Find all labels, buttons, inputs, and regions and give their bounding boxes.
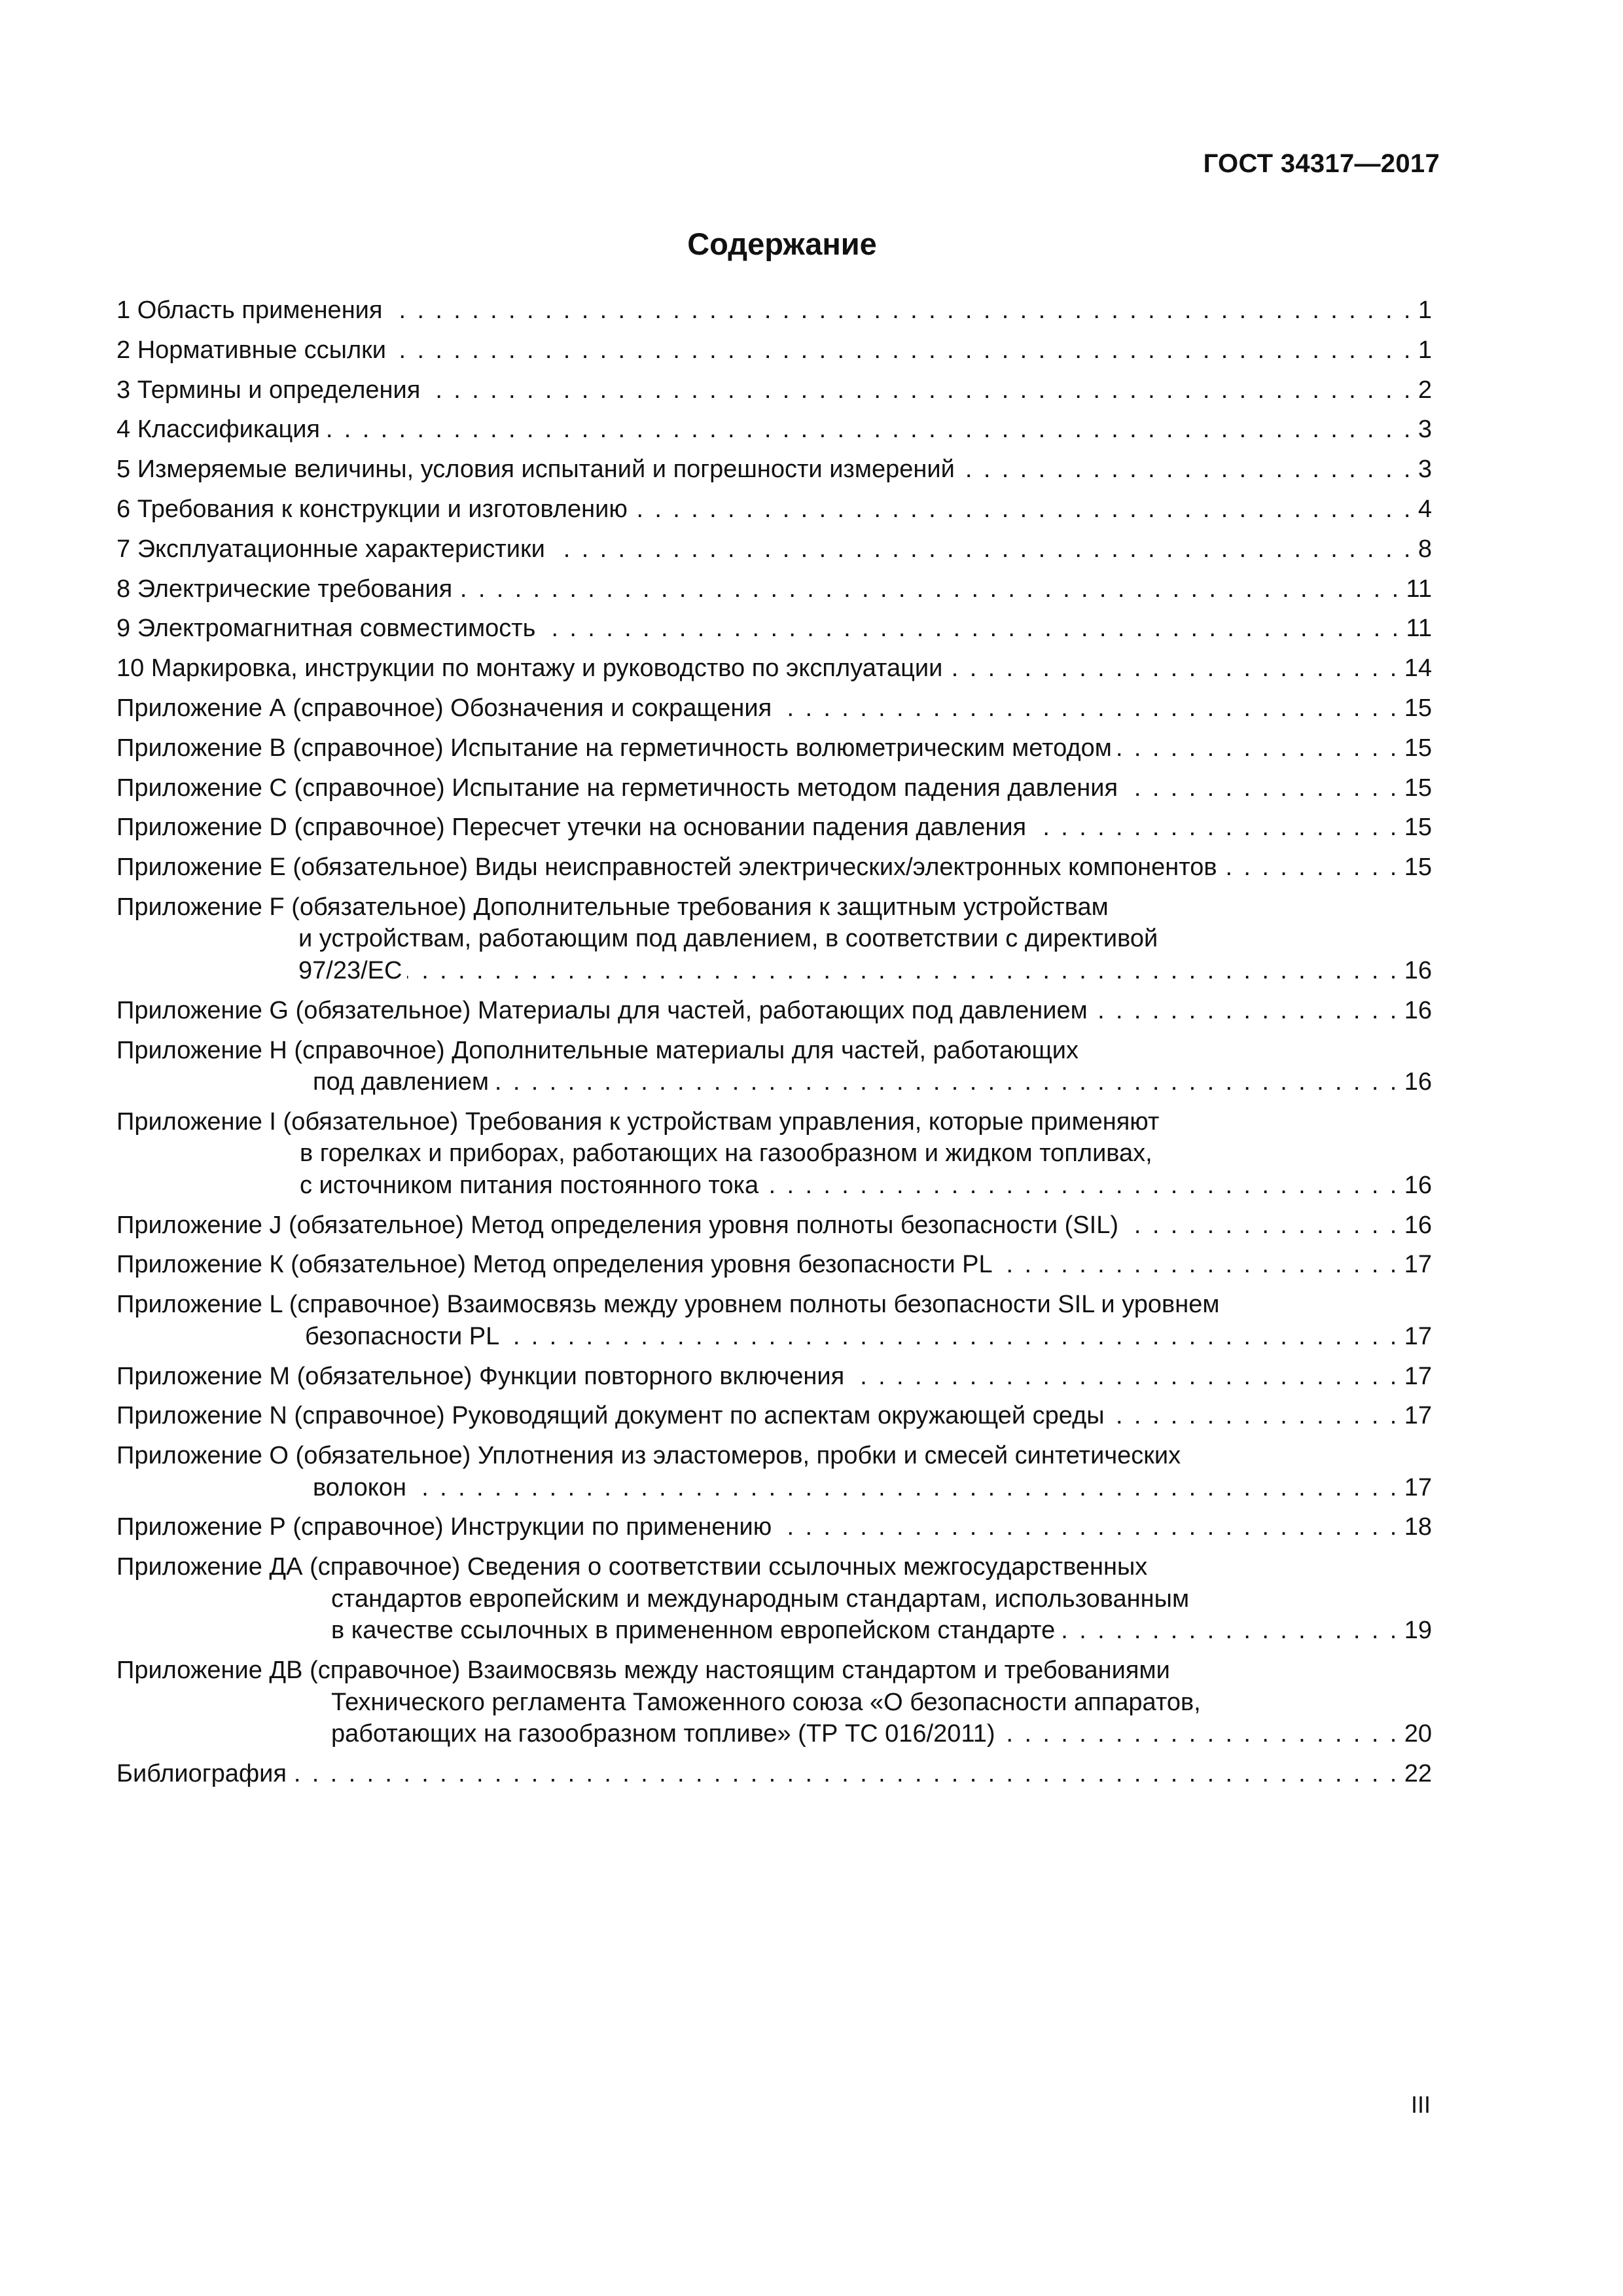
toc-entry-text: Приложение О (обязательное) Уплотнения из эластомеров, пробки и смесей синтетических <box>116 1442 1181 1470</box>
toc-entry[interactable] <box>116 772 1432 804</box>
toc-entry-page: 14 <box>1404 655 1432 683</box>
dot-leader <box>1110 1400 1399 1432</box>
dot-leader <box>391 334 1413 367</box>
standard-designation: ГОСТ 34317—2017 <box>1203 149 1440 178</box>
toc-entry[interactable] <box>116 1511 1432 1543</box>
dot-leader <box>1117 732 1399 764</box>
toc-entry[interactable] <box>116 613 1432 645</box>
toc-entry[interactable] <box>116 1210 1432 1242</box>
dot-leader <box>849 1361 1399 1393</box>
dot-leader <box>948 653 1399 685</box>
toc-entry-page: 17 <box>1404 1251 1432 1279</box>
toc-entry-text: Приложение Р (справочное) Инструкции по применению <box>116 1513 772 1541</box>
toc-entry-page: 16 <box>1404 1171 1432 1199</box>
dot-leader <box>325 414 1413 446</box>
toc-entry-page: 20 <box>1404 1720 1432 1748</box>
dot-leader <box>998 1249 1399 1281</box>
toc-entry[interactable] <box>116 732 1432 764</box>
toc-entry[interactable] <box>116 1758 1432 1790</box>
dot-leader <box>292 1758 1399 1790</box>
dot-leader <box>1060 1615 1399 1647</box>
toc-entry[interactable] <box>116 493 1432 526</box>
toc-entry-text: Приложение F (обязательное) Дополнительные требования к защитным устройствам <box>116 893 1109 921</box>
table-of-contents <box>116 295 1432 1798</box>
dot-leader <box>1000 1718 1399 1750</box>
toc-entry[interactable] <box>116 295 1432 327</box>
dot-leader <box>407 955 1399 987</box>
toc-entry-text: Приложение L (справочное) Взаимосвязь между уровнем полноты безопасности SIL и уровнем <box>116 1291 1220 1319</box>
toc-entry-text: стандартов европейским и международным стандартам, использованным <box>331 1585 1190 1613</box>
toc-entry[interactable] <box>116 414 1432 446</box>
toc-entry-text: 5 Измеряемые величины, условия испытаний и погрешности измерений <box>116 456 955 484</box>
toc-entry-text: Приложение С (справочное) Испытание на герметичность методом падения давления <box>116 774 1118 802</box>
toc-entry-text: Приложение G (обязательное) Материалы для частей, работающих под давлением <box>116 996 1088 1024</box>
toc-entry-text: в горелках и приборах, работающих на газообразном и жидком топливах, <box>300 1139 1152 1168</box>
toc-entry[interactable] <box>116 653 1432 685</box>
toc-entry-text: Приложение Е (обязательное) Виды неисправностей электрических/электронных компонентов <box>116 853 1217 882</box>
page-title: Содержание <box>687 226 877 261</box>
toc-entry-text: и устройствам, работающим под давлением, в соответствии с директивой <box>298 925 1158 953</box>
dot-leader <box>541 613 1400 645</box>
toc-entry-page: 11 <box>1406 615 1432 643</box>
toc-entry-page: 3 <box>1418 456 1432 484</box>
toc-entry-text: Приложение J (обязательное) Метод определения уровня полноты безопасности (SIL) <box>116 1211 1118 1239</box>
dot-leader <box>1123 772 1399 804</box>
toc-entry-text: Приложение ДА (справочное) Сведения о соответствии ссылочных межгосударственных <box>116 1553 1148 1581</box>
toc-entry-page: 15 <box>1404 694 1432 722</box>
toc-entry[interactable] <box>116 533 1432 565</box>
toc-entry[interactable] <box>116 1106 1432 1202</box>
toc-entry-text: 6 Требования к конструкции и изготовлению <box>116 495 628 523</box>
toc-entry[interactable] <box>116 1655 1432 1750</box>
toc-entry-text: с источником питания постоянного тока <box>300 1171 759 1199</box>
toc-entry[interactable] <box>116 1249 1432 1281</box>
toc-entry-page: 17 <box>1404 1322 1432 1350</box>
toc-entry[interactable] <box>116 1035 1432 1098</box>
toc-entry-text: Библиография <box>116 1759 287 1787</box>
toc-entry-page: 8 <box>1418 535 1432 563</box>
toc-entry[interactable] <box>116 374 1432 406</box>
toc-entry[interactable] <box>116 995 1432 1027</box>
toc-entry-page: 16 <box>1404 996 1432 1024</box>
toc-entry-page: 1 <box>1418 336 1432 364</box>
dot-leader <box>777 1511 1399 1543</box>
dot-leader <box>1124 1210 1399 1242</box>
toc-entry-page: 3 <box>1418 416 1432 444</box>
toc-entry-text: безопасности PL <box>305 1322 500 1350</box>
toc-entry-page: 16 <box>1404 956 1432 984</box>
toc-entry-text: 4 Классификация <box>116 416 321 444</box>
page-number: III <box>1410 2091 1431 2118</box>
toc-entry-page: 11 <box>1406 575 1432 603</box>
dot-leader <box>960 454 1413 486</box>
toc-entry-page: 15 <box>1404 734 1432 762</box>
toc-entry-page: 19 <box>1404 1617 1432 1645</box>
dot-leader <box>764 1170 1399 1202</box>
dot-leader <box>387 295 1412 327</box>
toc-entry-text: 3 Термины и определения <box>116 376 421 404</box>
toc-entry[interactable] <box>116 692 1432 725</box>
dot-leader <box>1093 995 1399 1027</box>
toc-entry[interactable] <box>116 1440 1432 1503</box>
toc-entry-page: 17 <box>1404 1402 1432 1430</box>
toc-entry-text: работающих на газообразном топливе» (ТР ТС 016/2011) <box>331 1720 995 1748</box>
toc-entry-page: 4 <box>1418 495 1432 523</box>
toc-entry-page: 17 <box>1404 1362 1432 1390</box>
toc-entry[interactable] <box>116 454 1432 486</box>
toc-entry-page: 18 <box>1404 1513 1432 1541</box>
toc-entry-text: Приложение М (обязательное) Функции повторного включения <box>116 1362 845 1390</box>
toc-entry-text: 9 Электромагнитная совместимость <box>116 615 536 643</box>
toc-entry-page: 15 <box>1404 774 1432 802</box>
dot-leader <box>505 1321 1399 1353</box>
toc-entry-text: Приложение В (справочное) Испытание на герметичность волюметрическим методом <box>116 734 1112 762</box>
toc-entry-text: 2 Нормативные ссылки <box>116 336 386 364</box>
toc-entry-text: Приложение N (справочное) Руководящий документ по аспектам окружающей среды <box>116 1402 1105 1430</box>
toc-entry-page: 15 <box>1404 853 1432 882</box>
toc-entry[interactable] <box>116 573 1432 605</box>
toc-entry-text: Приложение ДВ (справочное) Взаимосвязь между настоящим стандартом и требованиями <box>116 1657 1170 1685</box>
toc-entry-text: под давлением <box>313 1068 490 1096</box>
toc-entry-page: 22 <box>1404 1759 1432 1787</box>
toc-entry-page: 17 <box>1404 1473 1432 1501</box>
toc-entry[interactable] <box>116 334 1432 367</box>
toc-entry[interactable] <box>116 1289 1432 1352</box>
dot-leader <box>633 493 1413 526</box>
dot-leader <box>550 533 1413 565</box>
toc-entry-page: 15 <box>1404 814 1432 842</box>
toc-entry-text: Приложение К (обязательное) Метод определения уровня безопасности PL <box>116 1251 993 1279</box>
toc-entry-text: Приложение А (справочное) Обозначения и сокращения <box>116 694 772 722</box>
dot-leader <box>1222 852 1399 884</box>
dot-leader <box>425 374 1413 406</box>
toc-entry-text: волокон <box>313 1473 406 1501</box>
toc-entry-text: 1 Область применения <box>116 296 383 324</box>
toc-entry[interactable] <box>116 852 1432 884</box>
dot-leader <box>494 1066 1399 1098</box>
toc-entry-page: 1 <box>1418 296 1432 324</box>
toc-entry[interactable] <box>116 1361 1432 1393</box>
toc-entry-page: 16 <box>1404 1068 1432 1096</box>
dot-leader <box>412 1472 1399 1504</box>
dot-leader <box>1031 812 1399 844</box>
toc-entry-text: 97/23/EC <box>298 956 402 984</box>
toc-entry[interactable] <box>116 891 1432 987</box>
toc-entry-text: 10 Маркировка, инструкции по монтажу и руководство по эксплуатации <box>116 655 943 683</box>
toc-entry-text: Приложение I (обязательное) Требования к устройствам управления, которые применяют <box>116 1107 1160 1136</box>
toc-entry[interactable] <box>116 812 1432 844</box>
toc-entry-text: Приложение Н (справочное) Дополнительные материалы для частей, работающих <box>116 1036 1079 1064</box>
toc-entry-text: Приложение D (справочное) Пересчет утечки на основании падения давления <box>116 814 1027 842</box>
toc-entry-page: 16 <box>1404 1211 1432 1239</box>
toc-entry-text: 7 Эксплуатационные характеристики <box>116 535 545 563</box>
dot-leader <box>457 573 1400 605</box>
toc-entry[interactable] <box>116 1400 1432 1432</box>
dot-leader <box>777 692 1399 725</box>
toc-entry-page: 2 <box>1418 376 1432 404</box>
toc-entry-text: 8 Электрические требования <box>116 575 453 603</box>
toc-entry-text: в качестве ссылочных в примененном европейском стандарте <box>331 1617 1056 1645</box>
toc-entry[interactable] <box>116 1551 1432 1647</box>
toc-entry-text: Технического регламента Таможенного союза «О безопасности аппаратов, <box>331 1688 1201 1716</box>
